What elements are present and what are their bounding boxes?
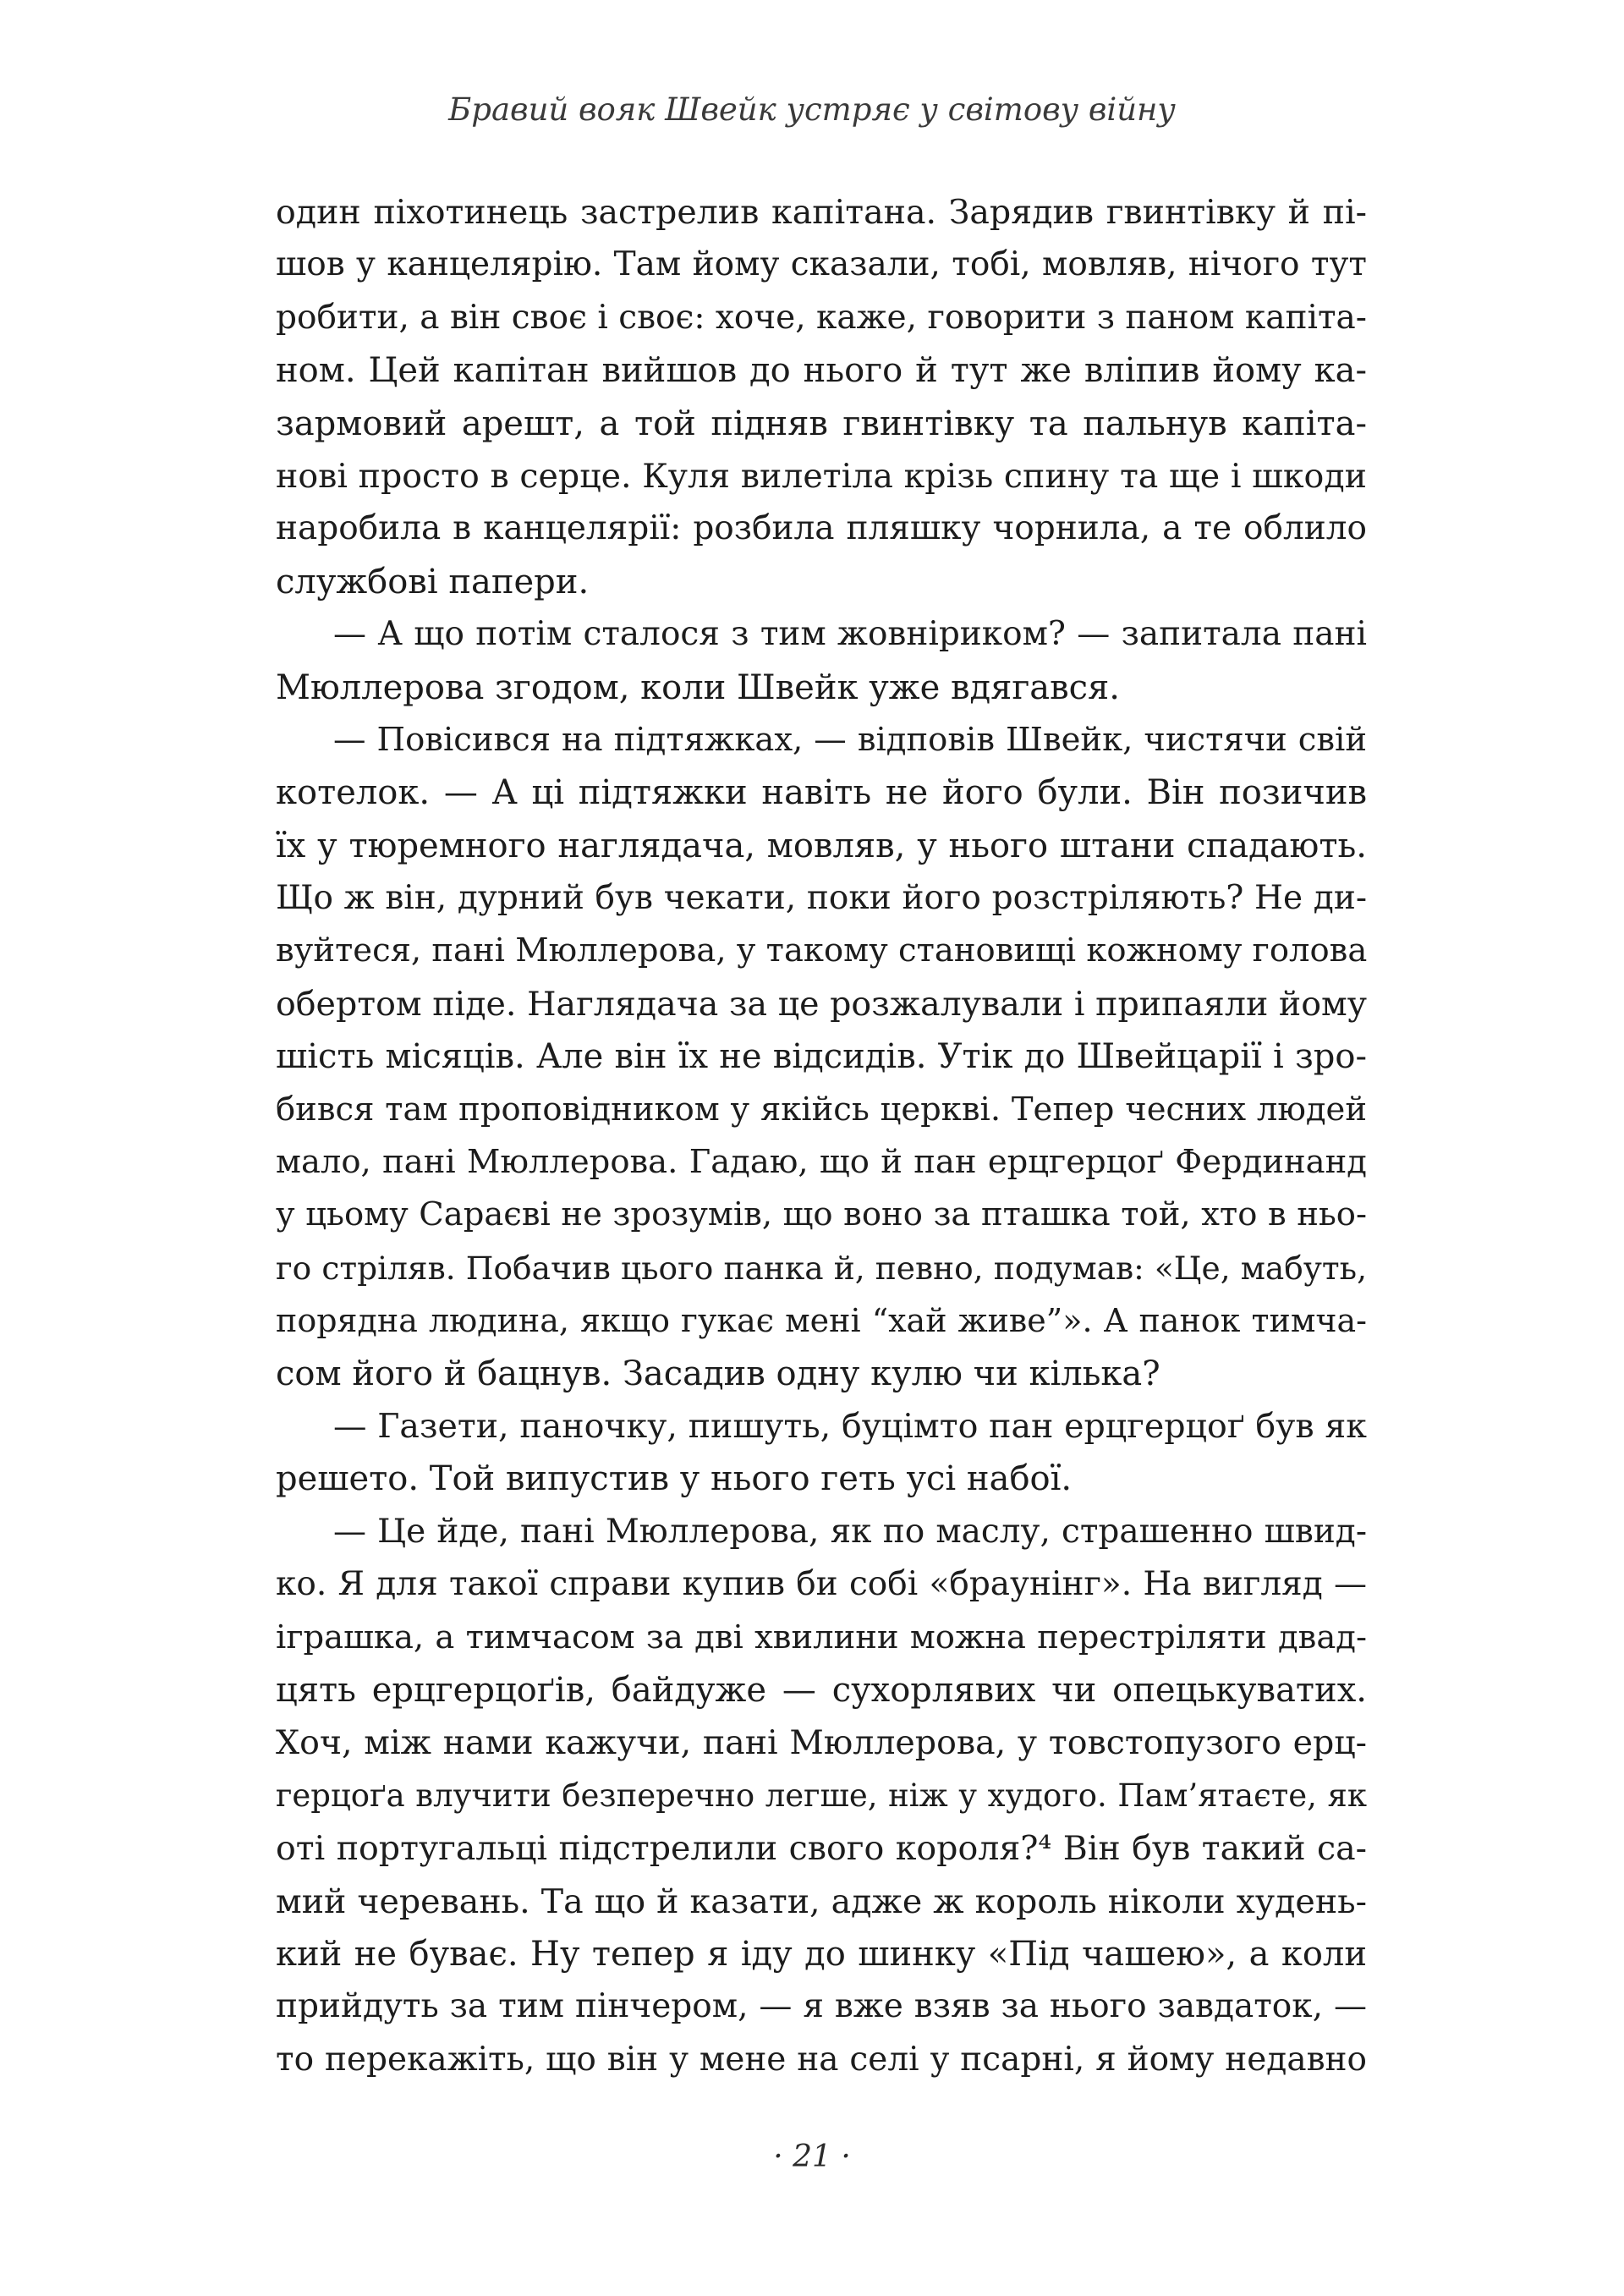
text-line: го стріляв. Побачив цього панка й, певно, подумав: «Це, мабуть, [276,1249,1367,1287]
text-line: вуйтеся, пані Мюллерова, у такому становищі кожному голова [276,931,1368,970]
text-line: ко. Я для такої справи купив би собі «браунінг». На вигляд — [276,1565,1367,1604]
text-line: шов у канцелярію. Там йому сказали, тобі, мовляв, нічого тут [276,245,1367,284]
text-line: прийдуть за тим пінчером, — я вже взяв за нього завдаток, — [276,1987,1367,2026]
text-line: у цьому Сараєві не зрозумів, що воно за пташка той, хто в ньо- [276,1195,1367,1234]
body-text [276,186,1367,2086]
text-line: сом його й бацнув. Засадив одну кулю чи кілька? [276,1354,1160,1393]
text-line: шість місяців. Але він їх не відсидів. Утік до Швейцарії і зро- [276,1037,1367,1077]
text-line: герцоґа влучити безперечно легше, ніж у худого. Пам’ятаєте, як [276,1777,1367,1814]
text-line: — Газети, паночку, пишуть, буцімто пан ерцгерцоґ був як [333,1406,1367,1446]
text-line: — А що потім сталося з тим жовніриком? — запитала пані [333,615,1367,654]
text-line: то перекажіть, що він у мене на селі у псарні, я йому недавно [276,2040,1367,2079]
text-line: цять ерцгерцоґів, байдуже — сухорлявих чи опецькуватих. [276,1670,1367,1710]
text-line: іграшка, а тимчасом за дві хвилини можна перестріляти двад- [276,1618,1367,1656]
running-head: Бравий вояк Швейк устряє у світову війну [448,91,1176,128]
text-line: наробила в канцелярії: розбила пляшку чорнила, а те облило [276,509,1367,548]
text-line: мий черевань. Та що й казати, адже ж король ніколи худень- [276,1881,1367,1921]
text-line: нові просто в серце. Куля вилетіла крізь спину та ще і шкоди [276,456,1367,496]
text-line: мало, пані Мюллерова. Гадаю, що й пан ерцгерцоґ Фердинанд [276,1143,1367,1182]
text-line: зармовий арешт, а той підняв гвинтівку та пальнув капіта- [276,404,1367,443]
text-line: котелок. — А ці підтяжки навіть не його були. Він позичив [276,773,1367,813]
text-line: порядна людина, якщо гукає мені “хай живе”». А панок тимча- [276,1302,1367,1340]
text-line: їх у тюремного наглядача, мовляв, у нього штани спадають. [276,826,1367,865]
text-line: Мюллерова згодом, коли Швейк уже вдягався. [276,667,1121,707]
text-line: робити, а він своє і своє: хоче, каже, говорити з паном капіта- [276,298,1367,337]
text-line: Що ж він, дурний був чекати, поки його розстріляють? Не ди- [276,879,1367,918]
page-number: · 21 · [773,2139,851,2174]
text-line: один піхотинець застрелив капітана. Зарядив гвинтівку й пі- [276,193,1367,232]
text-line: — Це йде, пані Мюллерова, як по маслу, страшенно швид- [333,1512,1367,1551]
text-line: оті португальці підстрелили свого короля?⁴ Він був такий са- [276,1829,1367,1869]
text-line: службові папери. [276,562,590,601]
text-line: бився там проповідником у якійсь церкві. Тепер чесних людей [276,1090,1367,1129]
text-line: ном. Цей капітан вийшов до нього й тут же вліпив йому ка- [276,351,1367,391]
text-line: Хоч, між нами кажучи, пані Мюллерова, у товстопузого ерц- [276,1723,1367,1763]
text-line: кий не буває. Ну тепер я іду до шинку «Під чашею», а коли [276,1934,1367,1974]
text-line: решето. Той випустив у нього геть усі набої. [276,1459,1073,1499]
text-line: — Повісився на підтяжках, — відповів Швейк, чистячи свій [333,720,1367,759]
text-line: обертом піде. Наглядача за це розжалували і припаяли йому [276,984,1367,1024]
